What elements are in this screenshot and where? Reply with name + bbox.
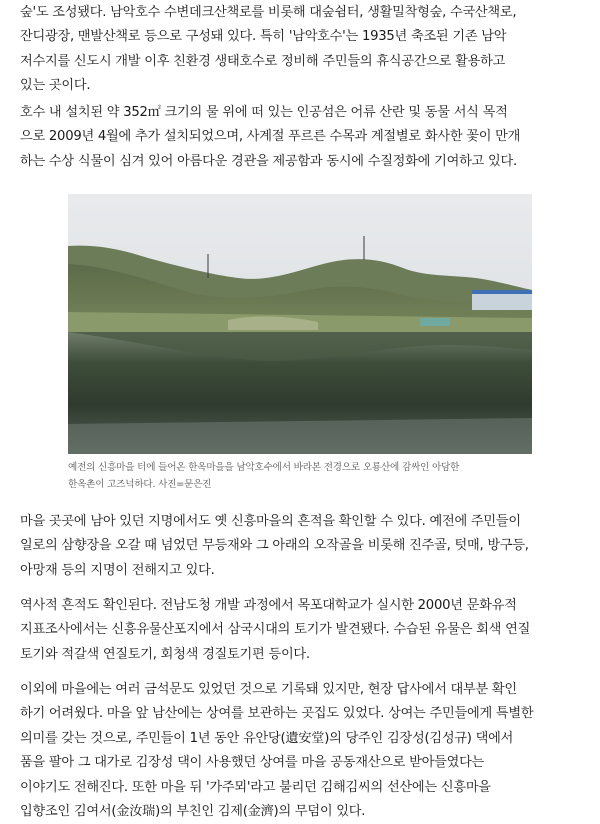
text-line: 잔디광장, 맨발산책로 등으로 구성돼 있다. 특히 '남악호수'는 1935년 축조된 기존 남악 — [20, 29, 507, 45]
text-line: 역사적 흔적도 확인된다. 전남도청 개발 과정에서 목포대학교가 실시한 2000년 문화유적 — [20, 598, 517, 613]
building-roof — [472, 290, 532, 294]
paragraph-inscriptions — [20, 678, 582, 824]
text-line: 으로 2009년 4월에 추가 설치되었으며, 사계절 푸르른 수목과 계절별로 화사한 꽃이 만개 — [20, 129, 521, 145]
caption-line: 한옥촌이 고즈넉하다. 사진=문은진 — [68, 478, 212, 490]
pavilion — [420, 318, 450, 326]
text-line: 의미를 갖는 것으로, 주민들이 1년 동안 유안당(遺安堂)의 당주인 김장성(김성규) 댁에서 — [20, 730, 514, 746]
paragraph-historical-traces — [20, 594, 582, 667]
text-line: 있는 곳이다. — [20, 78, 91, 94]
caption-line: 예전의 신흥마을 터에 들어온 한옥마을을 남악호수에서 바라본 전경으로 오룡산에 감싸인 아담한 — [68, 462, 460, 473]
photo-caption — [68, 460, 538, 493]
text-line: 이외에 마을에는 여러 금석문도 있었던 것으로 기록돼 있지만, 현장 답사에서 대부분 확인 — [20, 682, 517, 697]
lake-photo-image — [68, 194, 532, 454]
water-foreground — [68, 418, 532, 454]
text-line: 아망재 등의 지명이 전해지고 있다. — [20, 562, 215, 578]
text-line: 호수 내 설치된 약 352㎡ 크기의 물 위에 떠 있는 인공섬은 어류 산란 및 동물 서식 목적 — [20, 105, 508, 120]
text-line: 토기와 적갈색 연질토기, 회청색 경질토기편 등이다. — [20, 646, 310, 662]
text-line: 숲'도 조성됐다. 남악호수 수변데크산책로를 비롯해 대숲쉼터, 생활밀착형숲, 수국산책로, — [20, 5, 517, 20]
text-line: 마을 곳곳에 남아 있던 지명에서도 옛 신흥마을의 흔적을 확인할 수 있다. 예전에 주민들이 — [20, 514, 521, 529]
text-line: 입향조인 김여서(金汝瑞)의 부친인 김제(金濟)의 무덤이 있다. — [20, 804, 366, 820]
paragraph-forest-lake — [20, 1, 582, 99]
text-line: 하기 어려웠다. 마을 앞 남산에는 상여를 보관하는 곳집도 있었다. 상여는 주민들에게 특별한 — [20, 706, 534, 722]
text-line: 품을 팔아 그 대가로 김장성 댁이 사용했던 상여를 마을 공동재산으로 받아들였다는 — [20, 755, 485, 771]
text-line: 일로의 삼향장을 오갈 때 넘었던 무등재와 그 아래의 오작골을 비롯해 진주골, 텃매, 방구등, — [20, 538, 529, 554]
text-line: 지표조사에서는 신흥유물산포지에서 삼국시대의 토기가 발견됐다. 수습된 유물은 회색 연질 — [20, 622, 531, 638]
lake-photo — [68, 194, 532, 454]
paragraph-artificial-island — [20, 101, 582, 174]
text-line: 저수지를 신도시 개발 이후 친환경 생태호수로 정비해 주민들의 휴식공간으로 활용하고 — [20, 53, 506, 69]
text-line: 하는 수상 식물이 심겨 있어 아름다운 경관을 제공함과 동시에 수질정화에 기여하고 있다. — [20, 153, 517, 169]
text-line: 이야기도 전해진다. 또한 마을 뒤 '가주뫼'라고 불리던 김해김씨의 선산에는 신흥마을 — [20, 779, 491, 795]
paragraph-place-names — [20, 510, 582, 583]
